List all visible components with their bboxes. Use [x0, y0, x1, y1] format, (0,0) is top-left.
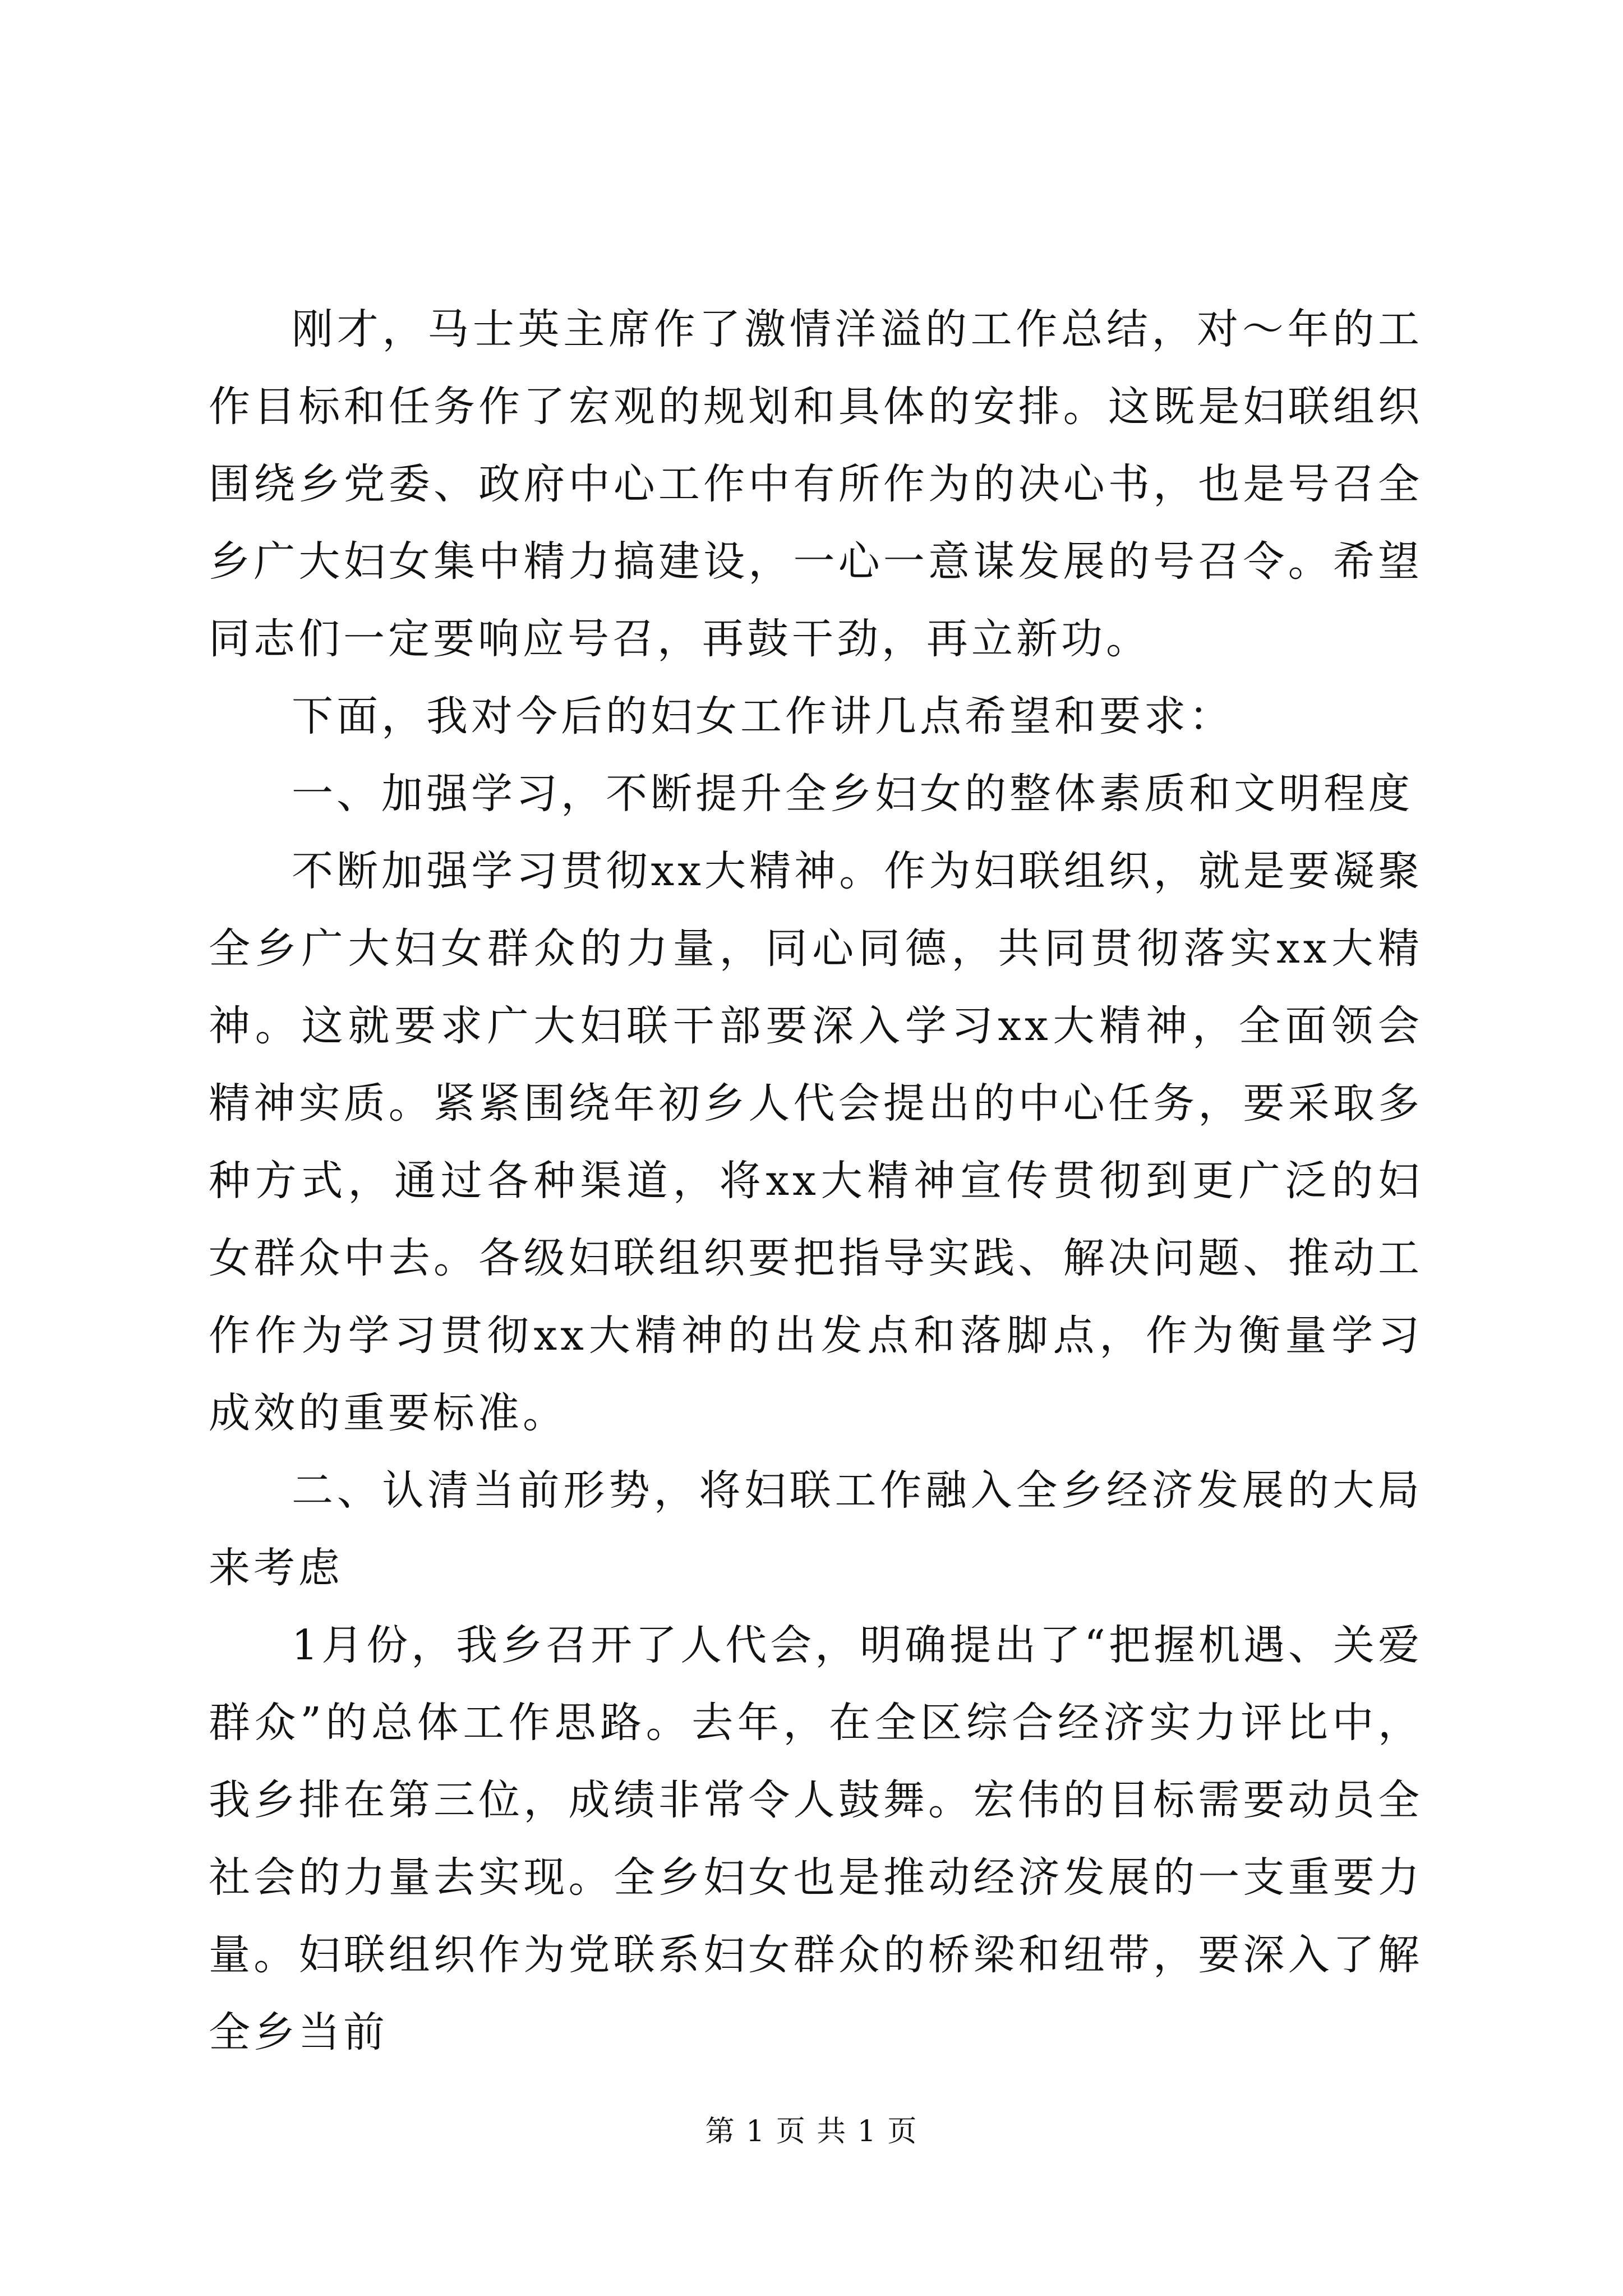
section-heading-1: 一、加强学习，不断提升全乡妇女的整体素质和文明程度 [292, 770, 1413, 818]
paragraph-opening: 刚才，马士英主席作了激情洋溢的工作总结，对～年的工作目标和任务作了宏观的规划和具体的安排。这既是妇联组织围绕乡党委、政府中心工作中有所作为的决心书，也是号召全乡广大妇女集中精力搞建设，一心一意谋发展的号召令。希望同志们一定要响应号召，再鼓干劲，再立新功。 [209, 305, 1423, 663]
paragraph-section-2: 1月份，我乡召开了人代会，明确提出了“把握机遇、关爱群众”的总体工作思路。去年，在全区综合经济实力评比中，我乡排在第三位，成绩非常令人鼓舞。宏伟的目标需要动员全社会的力量去实现。全乡妇女也是推动经济发展的一支重要力量。妇联组织作为党联系妇女群众的桥梁和纽带，要深入了解全乡当前 [209, 1621, 1423, 2056]
paragraph-section-1: 不断加强学习贯彻xx大精神。作为妇联组织，就是要凝聚全乡广大妇女群众的力量，同心同德，共同贯彻落实xx大精神。这就要求广大妇联干部要深入学习xx大精神，全面领会精神实质。紧紧围绕年初乡人代会提出的中心任务，要采取多种方式，通过各种渠道，将xx大精神宣传贯彻到更广泛的妇女群众中去。各级妇联组织要把指导实践、解决问题、推动工作作为学习贯彻xx大精神的出发点和落脚点，作为衡量学习成效的重要标准。 [209, 847, 1423, 1437]
page-footer: 第 1 页 共 1 页 [705, 2115, 918, 2148]
section-heading-2: 二、认清当前形势，将妇联工作融入全乡经济发展的大局来考虑 [209, 1466, 1423, 1592]
document-body [209, 291, 1423, 2071]
paragraph-intro: 下面，我对今后的妇女工作讲几点希望和要求： [292, 692, 1234, 740]
